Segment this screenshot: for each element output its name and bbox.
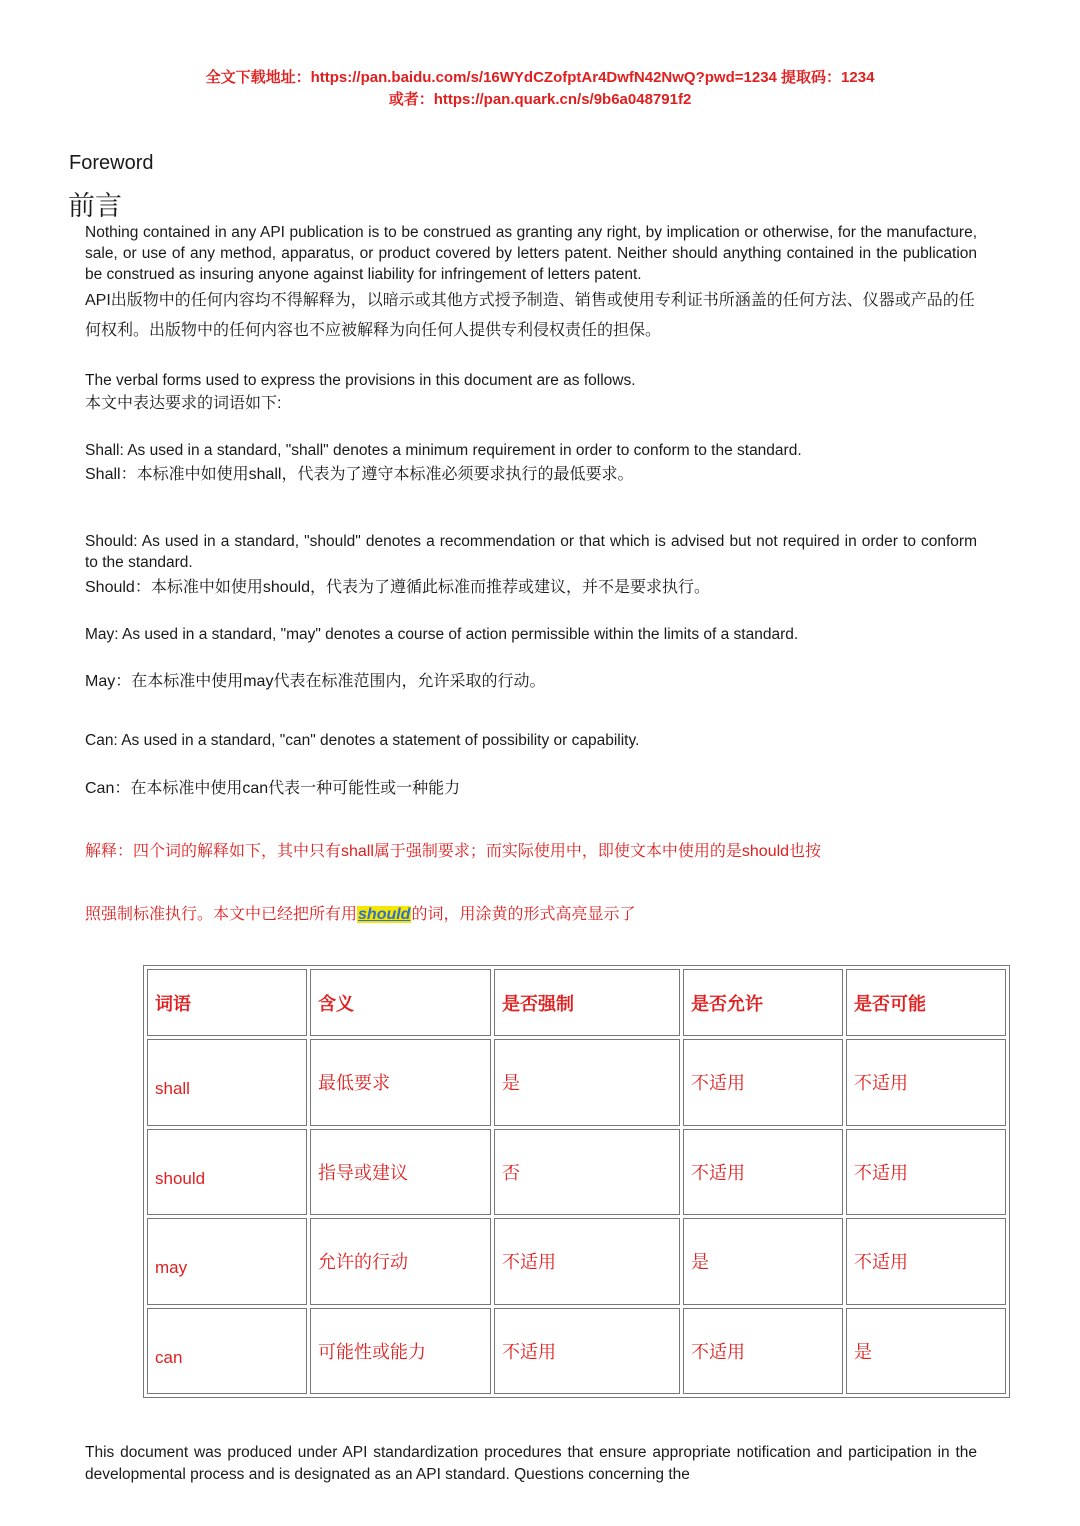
foreword-title: Foreword (69, 152, 154, 174)
table-cell: 是 (683, 1218, 843, 1304)
table-cell: 是 (494, 1039, 680, 1125)
table-cell: 不适用 (683, 1308, 843, 1394)
explanation-note-line1: 解释：四个词的解释如下，其中只有shall属于强制要求；而实际使用中，即使文本中使用的是should也按 (85, 843, 822, 860)
table-row (147, 1218, 1006, 1304)
table-cell: 是 (846, 1308, 1006, 1394)
table-cell: 不适用 (683, 1129, 843, 1215)
patent-paragraph-cn: API出版物中的任何内容均不得解释为，以暗示或其他方式授予制造、销售或使用专利证书所涵盖的任何方法、仪器或产品的任何权利。出版物中的任何内容也不应被解释为向任何人提供专利侵权责任的担保。 (85, 292, 975, 339)
table-row (147, 1039, 1006, 1125)
table-header-cell: 是否允许 (683, 969, 843, 1036)
may-definition-en: May: As used in a standard, "may" denotes a course of action permissible within the limits of a standard. (85, 626, 799, 643)
table-cell: can (147, 1308, 307, 1394)
table-cell: 不适用 (846, 1218, 1006, 1304)
table-header-row (147, 969, 1006, 1036)
table-header-cell: 是否可能 (846, 969, 1006, 1036)
can-definition-en: Can: As used in a standard, "can" denotes a statement of possibility or capability. (85, 732, 640, 749)
verbal-forms-cn: 本文中表达要求的词语如下: (85, 395, 282, 412)
table-header-cell: 是否强制 (494, 969, 680, 1036)
table-header-cell: 含义 (310, 969, 491, 1036)
table-cell: 不适用 (846, 1039, 1006, 1125)
patent-paragraph-en: Nothing contained in any API publication is to be construed as granting any right, by implication or otherwise, for the manufacture, sale, or use of any method, apparatus, or product covered by letters patent. Neither should anything contained in the publication be construed as insuring anyone against liability for infringement of letters patent. (85, 224, 977, 283)
may-definition-cn: May：在本标准中使用may代表在标准范围内，允许采取的行动。 (85, 673, 546, 690)
table-cell: should (147, 1129, 307, 1215)
table-cell: 允许的行动 (310, 1218, 491, 1304)
table-header-cell: 词语 (147, 969, 307, 1036)
table-cell: 指导或建议 (310, 1129, 491, 1215)
download-link-quark[interactable]: 或者：https://pan.quark.cn/s/9b6a048791f2 (388, 91, 692, 108)
table-row (147, 1129, 1006, 1215)
foreword-title-cn: 前言 (68, 191, 122, 222)
note-text-after: 的词，用涂黄的形式高亮显示了 (411, 906, 636, 923)
shall-definition-cn: Shall：本标准中如使用shall，代表为了遵守本标准必须要求执行的最低要求。 (85, 466, 634, 483)
explanation-note-line2 (85, 904, 977, 925)
table-cell: 不适用 (494, 1308, 680, 1394)
download-link-baidu[interactable]: 全文下载地址：https://pan.baidu.com/s/16WYdCZofptAr4DwfN42NwQ?pwd=1234 提取码：1234 (205, 69, 875, 86)
should-definition-en: Should: As used in a standard, "should" denotes a recommendation or that which is advised but not required in order to conform to the standard. (85, 533, 977, 571)
should-highlight: should (358, 906, 411, 923)
table-cell: 不适用 (494, 1218, 680, 1304)
table-cell: 否 (494, 1129, 680, 1215)
shall-definition-en: Shall: As used in a standard, "shall" denotes a minimum requirement in order to conform to the standard. (85, 442, 802, 459)
table-cell: 不适用 (846, 1129, 1006, 1215)
table-row (147, 1308, 1006, 1394)
should-definition-cn: Should：本标准中如使用should，代表为了遵循此标准而推荐或建议，并不是要求执行。 (85, 579, 710, 596)
table-cell: may (147, 1218, 307, 1304)
terms-table (143, 965, 1010, 1398)
closing-paragraph-en: This document was produced under API standardization procedures that ensure appropriate notification and participation in the developmental process and is designated as an API standard. Questions concerning the (85, 1444, 977, 1483)
table-cell: 可能性或能力 (310, 1308, 491, 1394)
verbal-forms-en: The verbal forms used to express the provisions in this document are as follows. (85, 372, 636, 389)
table-cell: shall (147, 1039, 307, 1125)
table-cell: 最低要求 (310, 1039, 491, 1125)
can-definition-cn: Can：在本标准中使用can代表一种可能性或一种能力 (85, 780, 461, 797)
note-text-before: 照强制标准执行。本文中已经把所有用 (85, 906, 358, 923)
table-cell: 不适用 (683, 1039, 843, 1125)
